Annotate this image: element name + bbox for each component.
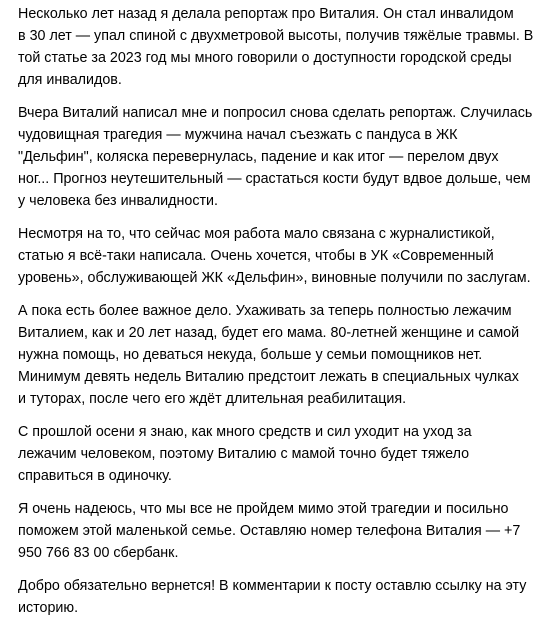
text-line: Добро обязательно вернется! В комментарии к посту оставлю ссылку на эту [18, 578, 527, 594]
text-line: Виталием, как и 20 лет назад, будет его мама. 80-летней женщине и самой [18, 325, 520, 341]
post-paragraph [18, 223, 531, 289]
post-paragraph [18, 421, 522, 487]
text-line: для инвалидов. [18, 72, 122, 88]
text-line: чудовищная трагедия — мужчина начал съезжать с пандуса в ЖК [18, 127, 458, 143]
text-line: ног... Прогноз неутешительный — срастаться кости будут вдвое дольше, чем [18, 171, 531, 187]
text-line: справиться в одиночку. [18, 468, 172, 484]
text-line: Несколько лет назад я делала репортаж про Виталия. Он стал инвалидом [18, 6, 514, 22]
text-line: статью я всё-таки написала. Очень хочется, чтобы в УК «Современный [18, 248, 494, 264]
text-line: уровень», обслуживающей ЖК «Дельфин», виновные получили по заслугам. [18, 270, 531, 286]
text-line: Вчера Виталий написал мне и попросил снова сделать репортаж. Случилась [18, 105, 533, 121]
text-line: А пока есть более важное дело. Ухаживать за теперь полностью лежачим [18, 303, 512, 319]
text-line: историю. [18, 600, 79, 616]
post-paragraph [18, 498, 522, 564]
text-line: поможем этой маленькой семье. Оставляю номер телефона Виталия — +7 [18, 523, 521, 539]
text-line: "Дельфин", коляска перевернулась, падение и как итог — перелом двух [18, 149, 499, 165]
post-paragraph [18, 300, 522, 410]
post-paragraph [18, 3, 534, 91]
text-line: Я очень надеюсь, что мы все не пройдем мимо этой трагедии и посильно [18, 501, 509, 517]
text-line: Несмотря на то, что сейчас моя работа мало связана с журналистикой, [18, 226, 495, 242]
text-line: в 30 лет — упал спиной с двухметровой высоты, получив тяжёлые травмы. В [18, 28, 534, 44]
text-line: той статье за 2023 год мы много говорили о доступности городской среды [18, 50, 512, 66]
post-paragraph [18, 575, 527, 619]
text-line: С прошлой осени я знаю, как много средств и сил уходит на уход за [18, 424, 472, 440]
post-paragraph [18, 102, 533, 212]
text-line: и туторах, после чего его ждёт длительная реабилитация. [18, 391, 407, 407]
text-line: нужна помощь, но деваться некуда, больше у семьи помощников нет. [18, 347, 483, 363]
text-line: Минимум девять недель Виталию предстоит лежать в специальных чулках [18, 369, 519, 385]
text-line: лежачим человеком, поэтому Виталию с мамой точно будет тяжело [18, 446, 470, 462]
text-line: 950 766 83 00 сбербанк. [18, 545, 179, 561]
text-line: у человека без инвалидности. [18, 193, 219, 209]
